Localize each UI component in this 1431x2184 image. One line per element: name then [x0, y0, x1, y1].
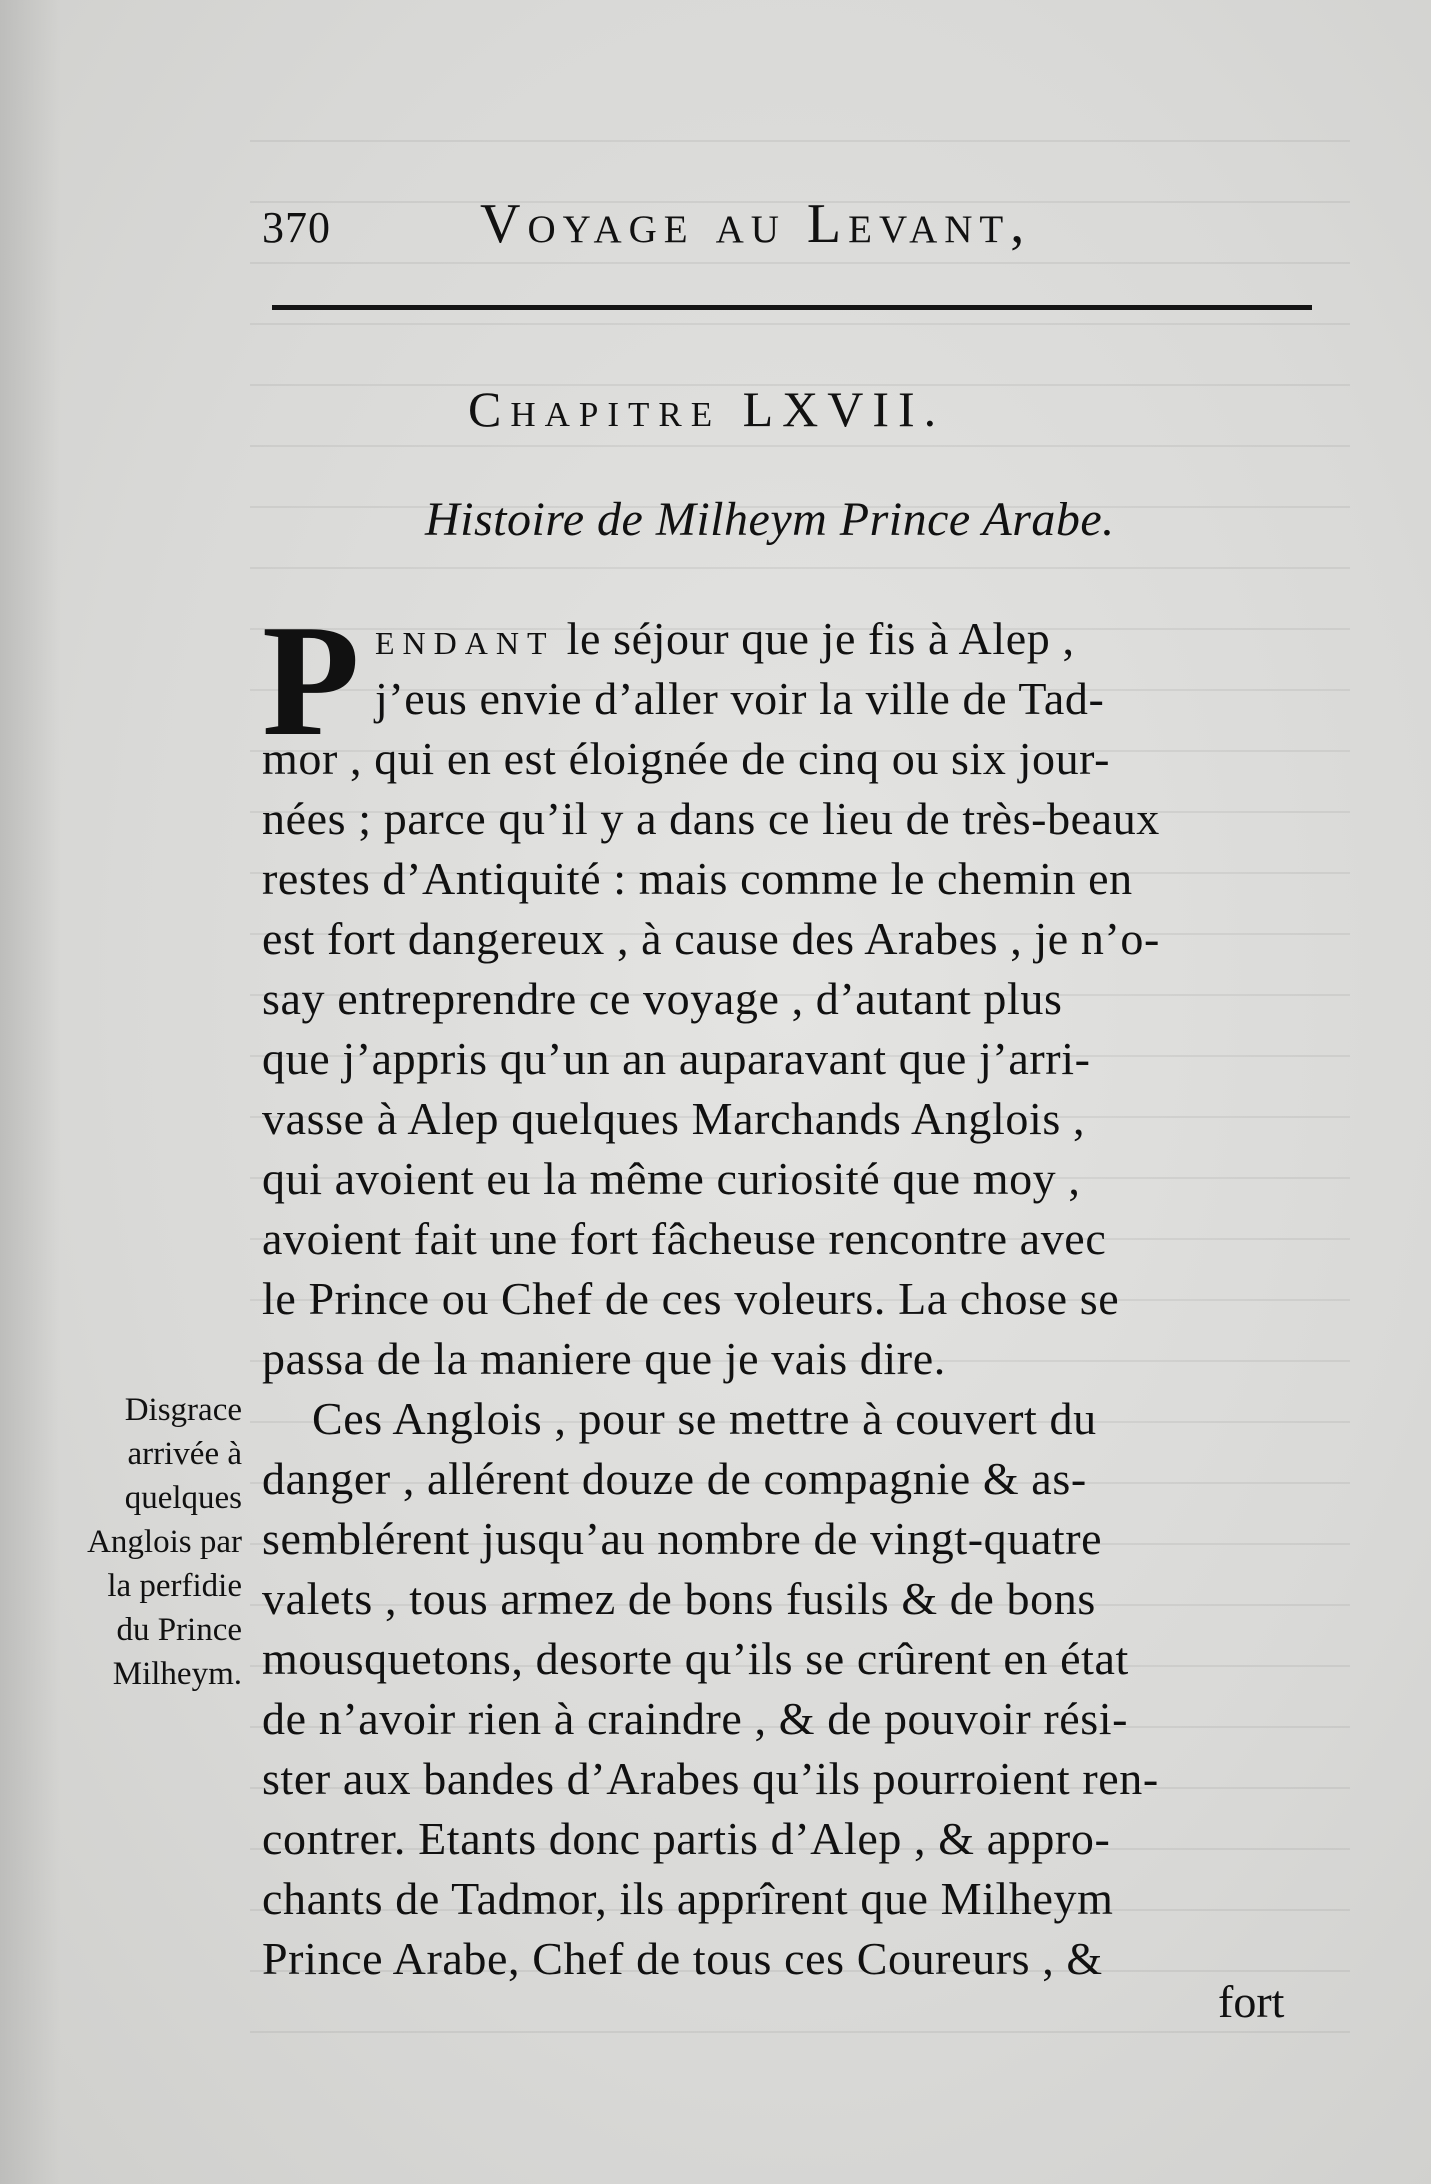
page-shadow-edge: [0, 0, 60, 2184]
text-line-4: nées ; parce qu’il y a dans ce lieu de très-beaux: [262, 793, 1160, 844]
page-number: 370: [262, 203, 331, 252]
text-line-19: de n’avoir rien à craindre , & de pouvoir rési-: [262, 1693, 1129, 1744]
text-line-9: vasse à Alep quelques Marchands Anglois ,: [262, 1093, 1086, 1144]
text-line-20: ster aux bandes d’Arabes qu’ils pourroient ren-: [262, 1753, 1159, 1804]
margin-note-line: la perfidie: [107, 1568, 242, 1604]
margin-note-line: Anglois par: [87, 1524, 242, 1560]
text-line-12: le Prince ou Chef de ces voleurs. La chose se: [262, 1273, 1120, 1324]
margin-note-line: arrivée à: [127, 1436, 242, 1472]
text-line-7: say entreprendre ce voyage , d’autant plus: [262, 973, 1063, 1024]
text-line-16: semblérent jusqu’au nombre de vingt-quatre: [262, 1513, 1103, 1564]
text-line-14: Ces Anglois , pour se mettre à couvert du: [312, 1393, 1097, 1444]
margin-note-line: quelques: [124, 1480, 242, 1516]
page-header: [262, 192, 1312, 262]
text-line-23: Prince Arabe, Chef de tous ces Coureurs , &: [262, 1933, 1103, 1984]
drop-cap: P: [262, 591, 360, 769]
catchword: fort: [1218, 1976, 1285, 2027]
lead-word: endant: [375, 613, 555, 664]
text-line-17: valets , tous armez de bons fusils & de bons: [262, 1573, 1096, 1624]
chapter-title: Chapitre LXVII.: [468, 381, 946, 437]
margin-note-line: du Prince: [116, 1612, 242, 1648]
text-line-21: contrer. Etants donc partis d’Alep , & appro-: [262, 1813, 1111, 1864]
text-line-10: qui avoient eu la même curiosité que moy ,: [262, 1153, 1081, 1204]
text-line-3: mor , qui en est éloignée de cinq ou six jour-: [262, 733, 1111, 784]
margin-note-line: Milheym.: [112, 1656, 242, 1692]
margin-note-line: Disgrace: [124, 1392, 242, 1428]
text-line-8: que j’appris qu’un an auparavant que j’arri-: [262, 1033, 1091, 1084]
text-line-5: restes d’Antiquité : mais comme le chemin en: [262, 853, 1133, 904]
header-rule: [272, 305, 1312, 310]
text-line-15: danger , allérent douze de compagnie & as-: [262, 1453, 1087, 1504]
text-line-22: chants de Tadmor, ils apprîrent que Milheym: [262, 1873, 1114, 1924]
text-line-13: passa de la maniere que je vais dire.: [262, 1333, 946, 1384]
text-line-2: j’eus envie d’aller voir la ville de Tad-: [375, 673, 1105, 724]
text-line-11: avoient fait une fort fâcheuse rencontre avec: [262, 1213, 1107, 1264]
text-line-6: est fort dangereux , à cause des Arabes , je n’o-: [262, 913, 1160, 964]
margin-note: [42, 1388, 242, 1696]
chapter-subtitle: Histoire de Milheym Prince Arabe.: [425, 493, 1115, 546]
running-title: Voyage au Levant,: [480, 193, 1032, 255]
text-line-18: mousquetons, desorte qu’ils se crûrent en état: [262, 1633, 1129, 1684]
text-line-1-rest: le séjour que je fis à Alep ,: [554, 613, 1075, 664]
text-line-1: [375, 612, 1075, 665]
